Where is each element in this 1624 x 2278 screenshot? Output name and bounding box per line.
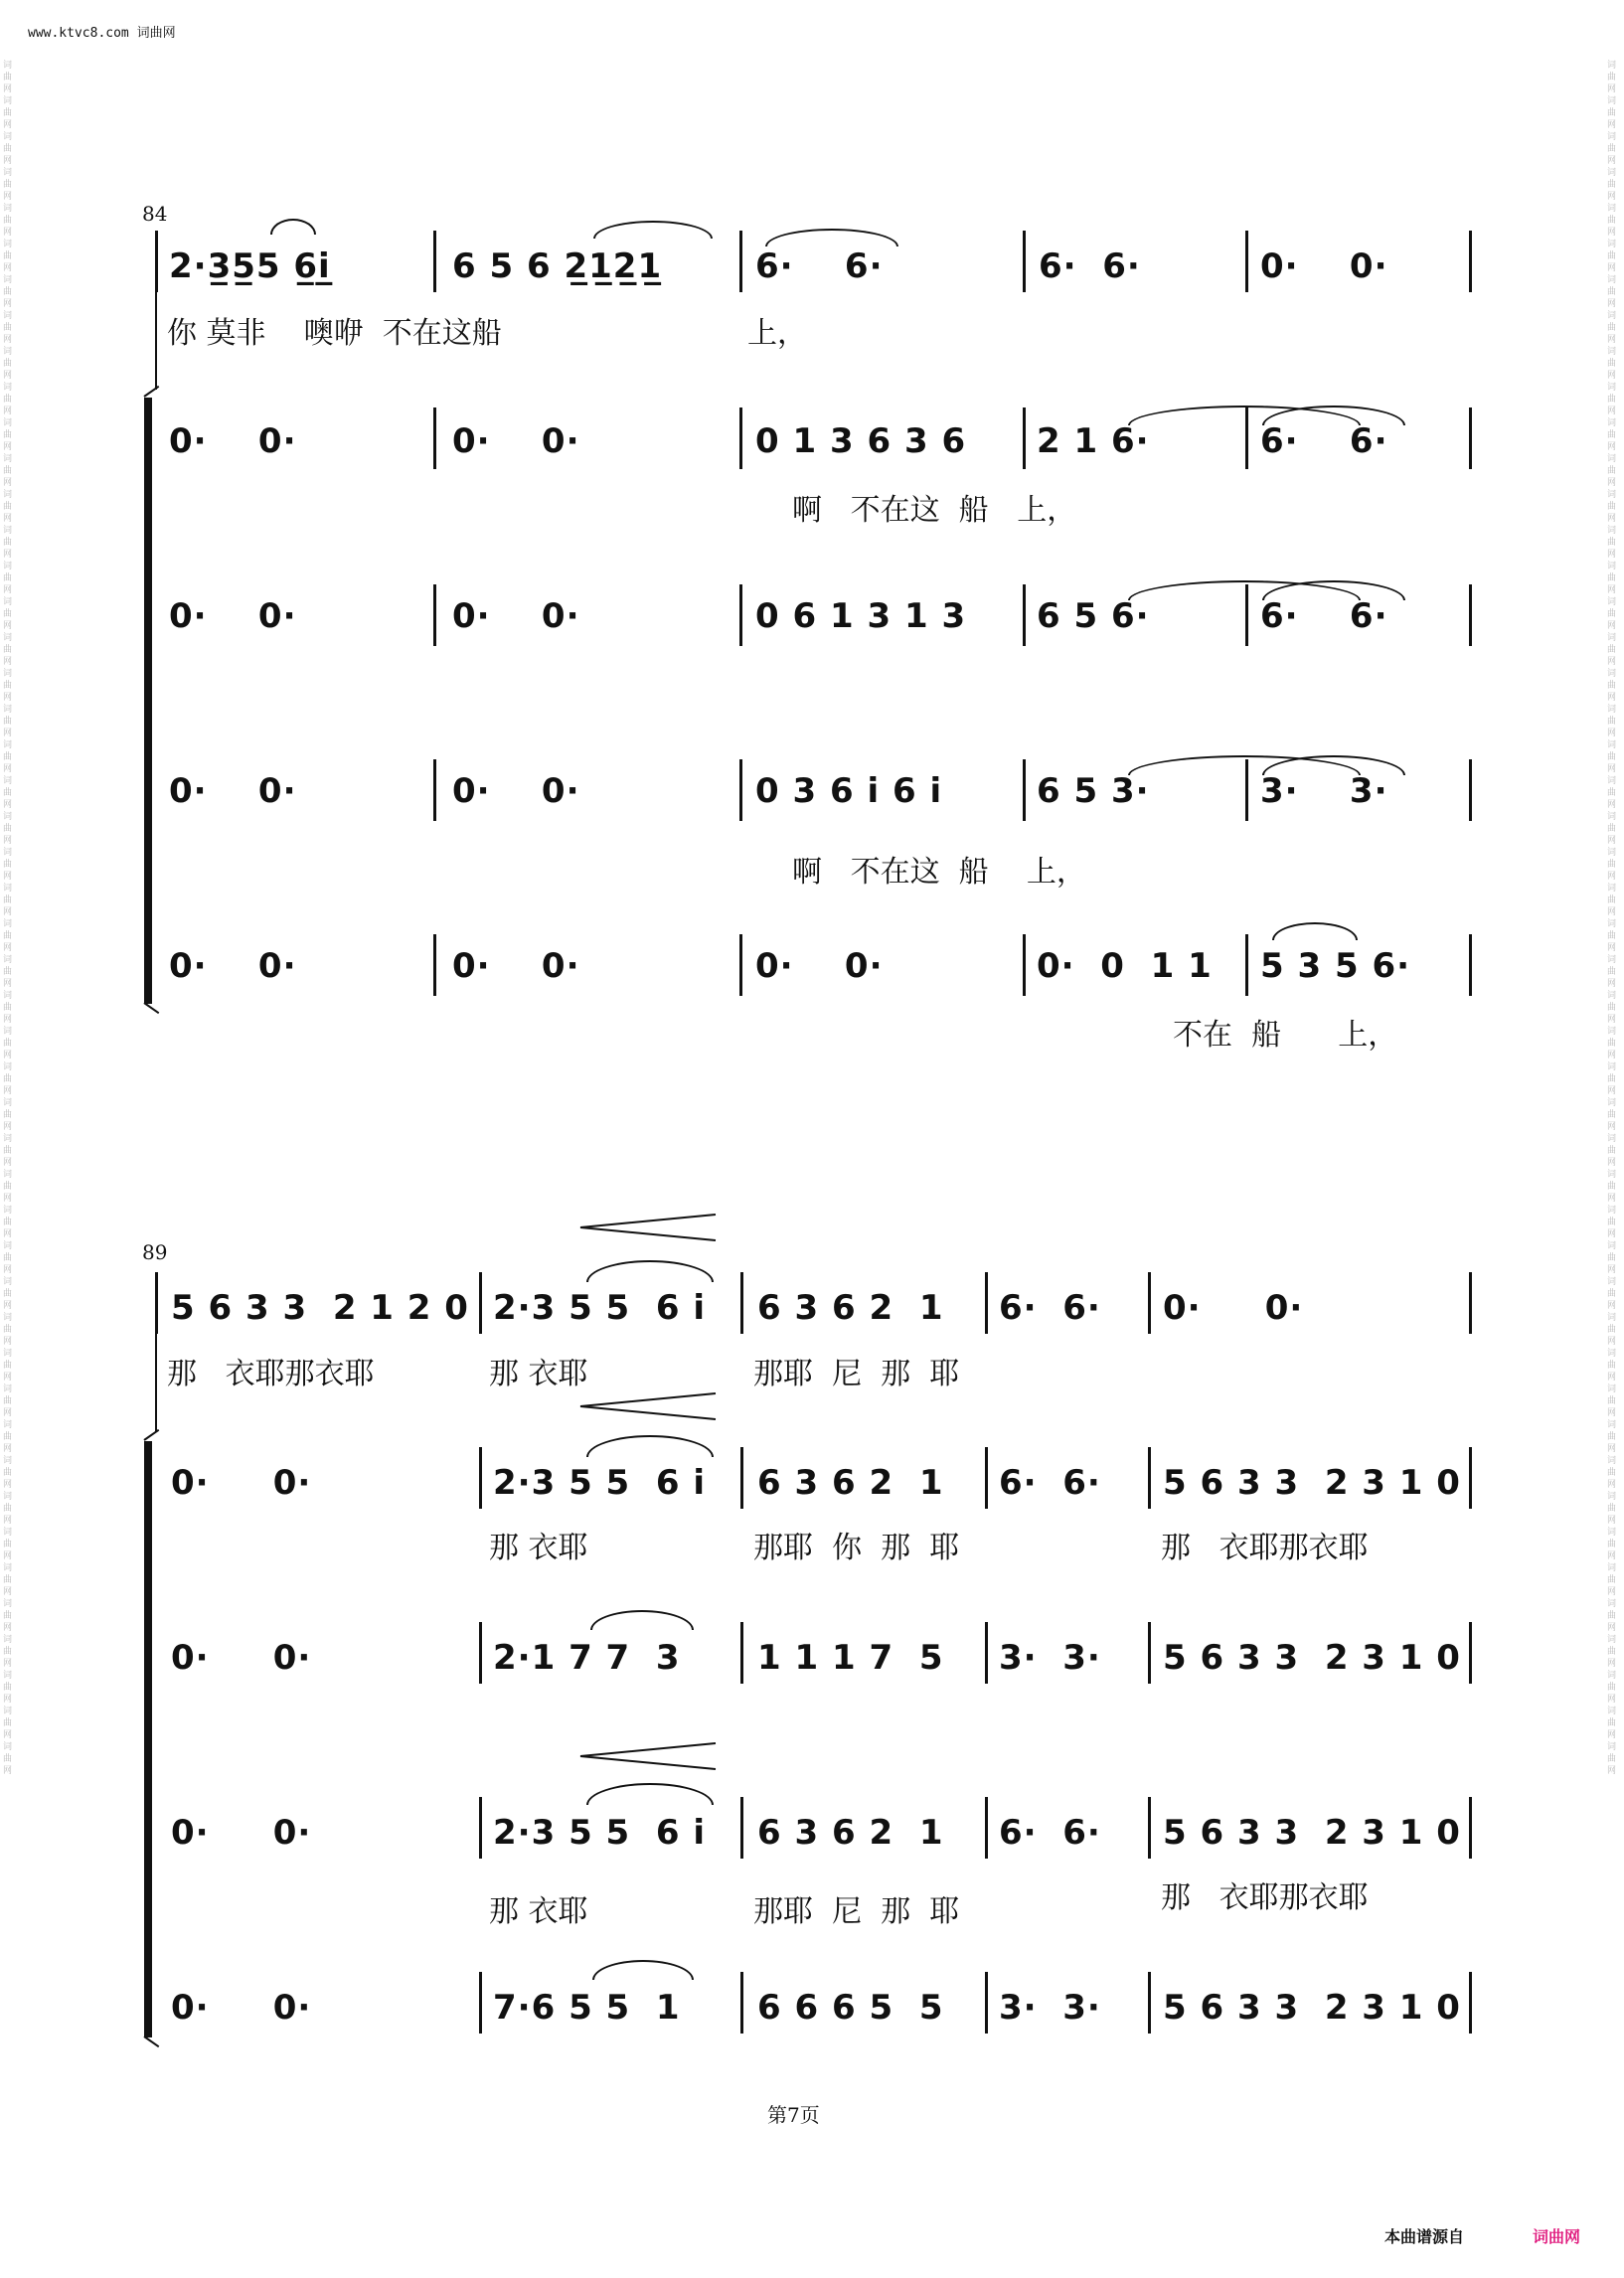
s2-st4-lyrics-a: 那 衣耶: [489, 1894, 588, 1929]
s2-st2-m91: 6 3 6 2 1: [757, 1463, 944, 1503]
s1-st2-m88: 6· 6·: [1260, 421, 1388, 461]
s2-st4-m92: 6· 6·: [999, 1813, 1101, 1853]
barline: [985, 1272, 988, 1334]
s2-st5-m90: 7·6 5 5 1: [493, 1988, 681, 2028]
barline: [155, 231, 158, 292]
barline: [433, 759, 436, 821]
barline: [740, 1972, 743, 2034]
footer-source-label: 本曲谱源自: [1384, 2227, 1465, 2246]
bracket-hook-top: [143, 1429, 159, 1441]
choir-bracket: [144, 1441, 152, 2037]
s2-st2-m90: 2·3 5 5 6 i: [493, 1463, 707, 1503]
barline: [433, 231, 436, 292]
barline: [479, 1622, 482, 1684]
barline: [1469, 1622, 1472, 1684]
s1-st2-m84: 0· 0·: [169, 421, 297, 461]
barline: [433, 584, 436, 646]
barline: [1148, 1272, 1151, 1334]
s1-st5-m85: 0· 0·: [452, 946, 580, 986]
s2-st4-m93: 5 6 3 3 2 3 1 0: [1163, 1813, 1461, 1853]
s2-st5-m91: 6 6 6 5 5: [757, 1988, 944, 2028]
slur: [590, 1610, 694, 1630]
s2-st3-m90: 2·1 7 7 3: [493, 1638, 681, 1678]
s2-st2-lyrics-a: 那 衣耶: [489, 1531, 588, 1565]
s2-st2-m92: 6· 6·: [999, 1463, 1101, 1503]
s1-st1-m87: 6· 6·: [1039, 246, 1141, 286]
slur: [592, 1960, 694, 1980]
slur: [593, 221, 713, 239]
s2-st2-m89: 0· 0·: [171, 1463, 312, 1503]
barline: [739, 934, 742, 996]
s2-st3-m93: 5 6 3 3 2 3 1 0: [1163, 1638, 1461, 1678]
s2-st1-lyrics-c: 那耶 尼 那 耶: [753, 1357, 960, 1391]
barline: [739, 407, 742, 469]
slur: [270, 219, 316, 235]
s1-st2-m85: 0· 0·: [452, 421, 580, 461]
barline: [1023, 934, 1026, 996]
barline: [1023, 584, 1026, 646]
barline: [433, 934, 436, 996]
s1-st3-m88: 6· 6·: [1260, 596, 1388, 636]
bracket-hook-top: [143, 386, 159, 398]
watermark-left: 词曲网词曲网词曲网词曲网词曲网词曲网词曲网词曲网词曲网词曲网词曲网词曲网词曲网词曲网词曲网词曲网词曲网词曲网词曲网词曲网词曲网词曲网词曲网词曲网词曲网词曲网词曲网词曲网词曲网词曲网词曲网词曲网词曲网词曲网词曲网词曲网词曲网词曲网词曲网词曲网词曲网词曲网词曲网词曲网词曲网词曲网词曲网词曲网: [3, 61, 13, 1776]
s1-st5-m88: 5 3 5 6·: [1260, 946, 1411, 986]
s2-st1-m89: 5 6 3 3 2 1 2 0: [171, 1288, 469, 1328]
barline: [740, 1447, 743, 1509]
barline: [1023, 407, 1026, 469]
s2-st5-m92: 3· 3·: [999, 1988, 1101, 2028]
s1-st4-m86: 0 3 6 i 6 i: [755, 771, 943, 811]
s2-st2-m93: 5 6 3 3 2 3 1 0: [1163, 1463, 1461, 1503]
slur: [586, 1435, 714, 1457]
s2-st4-lyrics-b: 那耶 尼 那 耶: [753, 1894, 960, 1929]
barline: [155, 1272, 158, 1334]
s2-st5-m89: 0· 0·: [171, 1988, 312, 2028]
barline: [1469, 231, 1472, 292]
tie: [765, 229, 898, 246]
crescendo-hairpin: [578, 1213, 718, 1242]
barline: [479, 1797, 482, 1859]
barline: [479, 1972, 482, 2034]
s2-st4-m90: 2·3 5 5 6 i: [493, 1813, 707, 1853]
s2-st1-m92: 6· 6·: [999, 1288, 1101, 1328]
s2-st3-m89: 0· 0·: [171, 1638, 312, 1678]
barline: [1469, 1447, 1472, 1509]
s1-st3-m87: 6 5 6·: [1037, 596, 1150, 636]
s1-st4-m85: 0· 0·: [452, 771, 580, 811]
s2-st1-lyrics-a: 那 衣耶那衣耶: [167, 1357, 375, 1391]
barline: [1148, 1972, 1151, 2034]
barline: [1148, 1622, 1151, 1684]
barline: [433, 407, 436, 469]
s2-st3-m91: 1 1 1 7 5: [757, 1638, 944, 1678]
barline: [739, 584, 742, 646]
s2-st1-lyrics-b: 那 衣耶: [489, 1357, 588, 1391]
barline: [739, 231, 742, 292]
s2-st3-m92: 3· 3·: [999, 1638, 1101, 1678]
barline: [1469, 759, 1472, 821]
crescendo-hairpin: [578, 1741, 718, 1771]
measure-number-84: 84: [142, 202, 168, 226]
barline: [1245, 231, 1248, 292]
barline: [479, 1272, 482, 1334]
s1-st5-m84: 0· 0·: [169, 946, 297, 986]
s1-st1-m85: 6 5 6 2̲1̲2̲1̲: [452, 246, 663, 286]
barline: [1023, 759, 1026, 821]
slur: [586, 1260, 714, 1282]
s1-st2-m87: 2 1 6·: [1037, 421, 1150, 461]
slur: [1272, 922, 1358, 940]
s1-st4-m84: 0· 0·: [169, 771, 297, 811]
s1-st3-m86: 0 6 1 3 1 3: [755, 596, 967, 636]
barline: [1469, 934, 1472, 996]
slur: [586, 1783, 714, 1805]
choir-bracket: [144, 398, 152, 1004]
crescendo-hairpin: [578, 1391, 718, 1421]
s1-st3-m85: 0· 0·: [452, 596, 580, 636]
s2-st1-m93: 0· 0·: [1163, 1288, 1304, 1328]
s2-st4-lyrics-c: 那 衣耶那衣耶: [1161, 1880, 1369, 1915]
s1-st4-lyrics: 啊 不在这 船 上，: [792, 855, 1086, 890]
footer-brand-link[interactable]: 词曲网: [1533, 2227, 1581, 2246]
barline: [985, 1797, 988, 1859]
s2-st2-lyrics-c: 那 衣耶那衣耶: [1161, 1531, 1369, 1565]
s1-st1-m84: 2·3̲5̲5 6̲i̲: [169, 246, 331, 286]
s1-st1-lyrics-b: 上，: [747, 316, 807, 351]
s1-st1-lyrics-a: 你 莫非 噢咿 不在这船: [167, 316, 502, 351]
s1-st1-m88: 0· 0·: [1260, 246, 1388, 286]
barline: [985, 1622, 988, 1684]
s1-st2-m86: 0 1 3 6 3 6: [755, 421, 967, 461]
barline: [985, 1972, 988, 2034]
barline: [1469, 1797, 1472, 1859]
barline: [1469, 1972, 1472, 2034]
watermark-right: 词曲网词曲网词曲网词曲网词曲网词曲网词曲网词曲网词曲网词曲网词曲网词曲网词曲网词曲网词曲网词曲网词曲网词曲网词曲网词曲网词曲网词曲网词曲网词曲网词曲网词曲网词曲网词曲网词曲网词曲网词曲网词曲网词曲网词曲网词曲网词曲网词曲网词曲网词曲网词曲网词曲网词曲网词曲网词曲网词曲网词曲网词曲网词曲网: [1607, 61, 1617, 1776]
barline: [739, 759, 742, 821]
barline: [985, 1447, 988, 1509]
s2-st4-m91: 6 3 6 2 1: [757, 1813, 944, 1853]
barline: [1469, 1272, 1472, 1334]
barline: [1469, 407, 1472, 469]
s1-st4-m88: 3· 3·: [1260, 771, 1388, 811]
barline: [740, 1622, 743, 1684]
barline: [479, 1447, 482, 1509]
barline: [1023, 231, 1026, 292]
s1-st4-m87: 6 5 3·: [1037, 771, 1150, 811]
barline: [1148, 1797, 1151, 1859]
s1-st1-m86: 6· 6·: [755, 246, 884, 286]
site-header: www.ktvc8.com 词曲网: [28, 26, 176, 41]
s1-st5-m87: 0· 0 1 1: [1037, 946, 1213, 986]
barline: [1469, 584, 1472, 646]
s1-st2-lyrics: 啊 不在这 船 上，: [792, 493, 1077, 528]
s2-st2-lyrics-b: 那耶 你 那 耶: [753, 1531, 960, 1565]
s1-st5-lyrics: 不在 船 上，: [1173, 1018, 1398, 1053]
page-number: 第7页: [767, 2103, 820, 2127]
s1-st3-m84: 0· 0·: [169, 596, 297, 636]
barline: [1245, 934, 1248, 996]
s2-st4-m89: 0· 0·: [171, 1813, 312, 1853]
s2-st5-m93: 5 6 3 3 2 3 1 0: [1163, 1988, 1461, 2028]
s2-st1-m91: 6 3 6 2 1: [757, 1288, 944, 1328]
s1-st5-m86: 0· 0·: [755, 946, 884, 986]
barline: [1148, 1447, 1151, 1509]
s2-st1-m90: 2·3 5 5 6 i: [493, 1288, 707, 1328]
barline: [740, 1797, 743, 1859]
barline: [740, 1272, 743, 1334]
measure-number-89: 89: [142, 1240, 168, 1264]
